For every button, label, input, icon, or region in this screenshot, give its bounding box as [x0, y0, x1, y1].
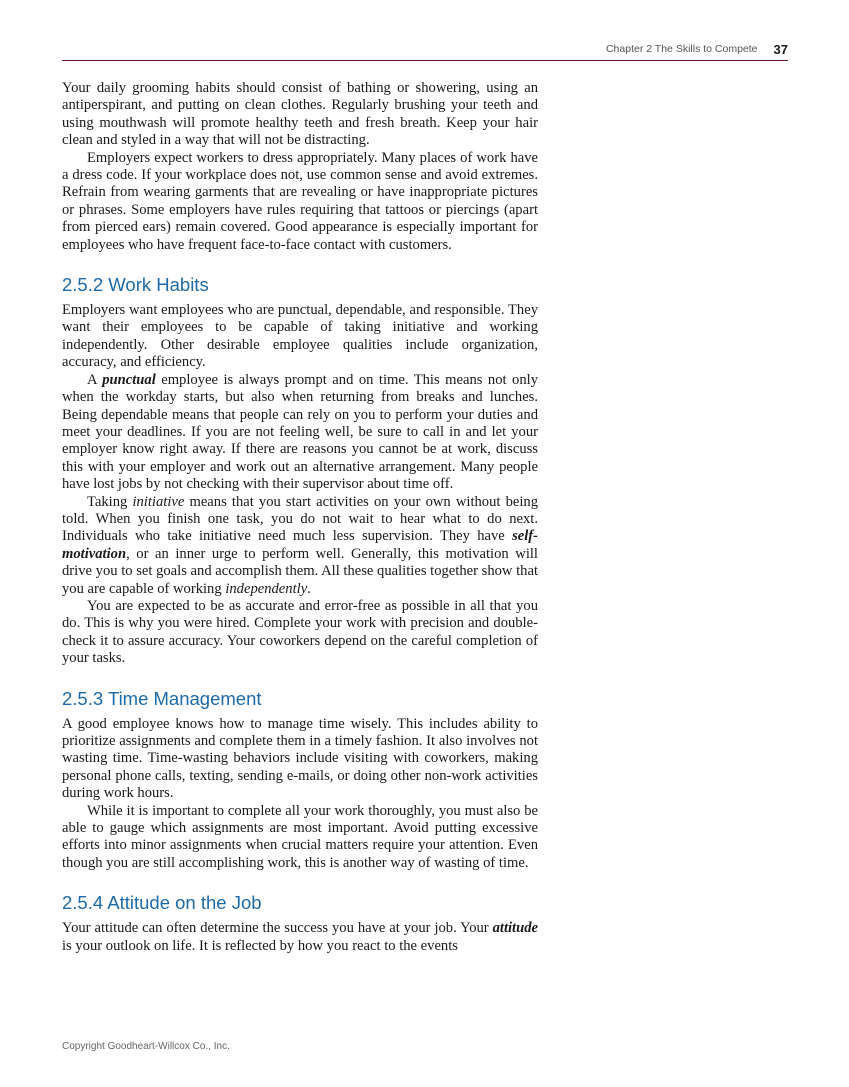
text-run: employee is always prompt and on time. This means not only when the workday starts, but also when returning from breaks and lunches. Being dependable means that people can rely on you to perform your duties and meet your deadlines. If you are not feeling well, be sure to call in and let your employer know right away. If there are reasons you cannot be at work, discuss this with your employer and work out an alternative arrangement. Many people have lost jobs by not checking with their supervisor about time off.	[62, 371, 538, 493]
text-run: .	[307, 580, 311, 597]
term-independently: independently	[225, 580, 308, 597]
chapter-title: Chapter 2 The Skills to Compete	[605, 43, 758, 55]
time-management-paragraph: A good employee knows how to manage time wisely. This includes ability to prioritize assignments and complete them in a timely fashion. It also involves not wasting time. Time-wasting behaviors include visiting with coworkers, making personal phone calls, texting, sending e-mails, or doing other non-work activities during work hours.	[62, 715, 538, 802]
page-body	[62, 80, 538, 955]
dress-code-paragraph: Employers expect workers to dress appropriately. Many places of work have a dress code. If your workplace does not, use common sense and avoid extremes. Refrain from wearing garments that are revealing or have inappropriate pictures or phrases. Some employers have rules requiring that tattoos or piercings (apart from pierced ears) remain covered. Good appearance is especially important for employees who have frequent face-to-face contact with customers.	[62, 149, 538, 253]
section-heading-work-habits: 2.5.2 Work Habits	[62, 274, 209, 296]
copyright-footer: Copyright Goodheart-Willcox Co., Inc.	[62, 1041, 230, 1052]
section-heading-attitude: 2.5.4 Attitude on the Job	[62, 892, 262, 914]
term-attitude: attitude	[492, 920, 538, 937]
term-initiative: initiative	[132, 493, 185, 510]
text-run: , or an inner urge to perform well. Generally, this motivation will drive you to set goals and accomplish them. All these qualities together show that you are capable of working	[62, 545, 538, 597]
text-run: Your attitude can often determine the success you have at your job. Your	[62, 920, 493, 937]
punctual-paragraph	[62, 372, 538, 494]
term-self-motivation: self-motivation	[62, 528, 538, 562]
accuracy-paragraph: You are expected to be as accurate and error-free as possible in all that you do. This is why you were hired. Complete your work with precision and double-check it to assure accuracy. Your coworkers depend on the careful completion of your tasks.	[62, 597, 538, 667]
prioritize-paragraph: While it is important to complete all your work thoroughly, you must also be able to gauge which assignments are most important. Avoid putting excessive efforts into minor assignments when crucial matters require your attention. Even though you are still accomplishing work, this is another way of wasting of time.	[62, 802, 538, 871]
work-habits-intro-paragraph: Employers want employees who are punctual, dependable, and responsible. They want their employees to be capable of taking initiative and working independently. Other desirable employee qualities include organization, accuracy, and efficiency.	[62, 302, 538, 371]
page-number: 37	[773, 42, 788, 57]
section-heading-time-management: 2.5.3 Time Management	[62, 687, 262, 709]
attitude-paragraph	[62, 920, 538, 955]
text-run: means that you start activities on your own without being told. When you finish one task, you do not wait to hear what to do next. Individuals who take initiative need much less supervision. They have	[62, 493, 539, 545]
text-run: A	[87, 371, 103, 388]
text-run: is your outlook on life. It is reflected by how you react to the events	[62, 937, 458, 954]
text-run: Taking	[87, 493, 133, 510]
term-punctual: punctual	[102, 371, 156, 388]
initiative-paragraph	[62, 494, 538, 598]
grooming-paragraph: Your daily grooming habits should consist of bathing or showering, using an antiperspirant, and putting on clean clothes. Regularly brushing your teeth and using mouthwash will promote healthy teeth and fresh breath. Keep your hair clean and styled in a way that will not be distracting.	[62, 80, 538, 149]
running-header	[62, 38, 788, 61]
